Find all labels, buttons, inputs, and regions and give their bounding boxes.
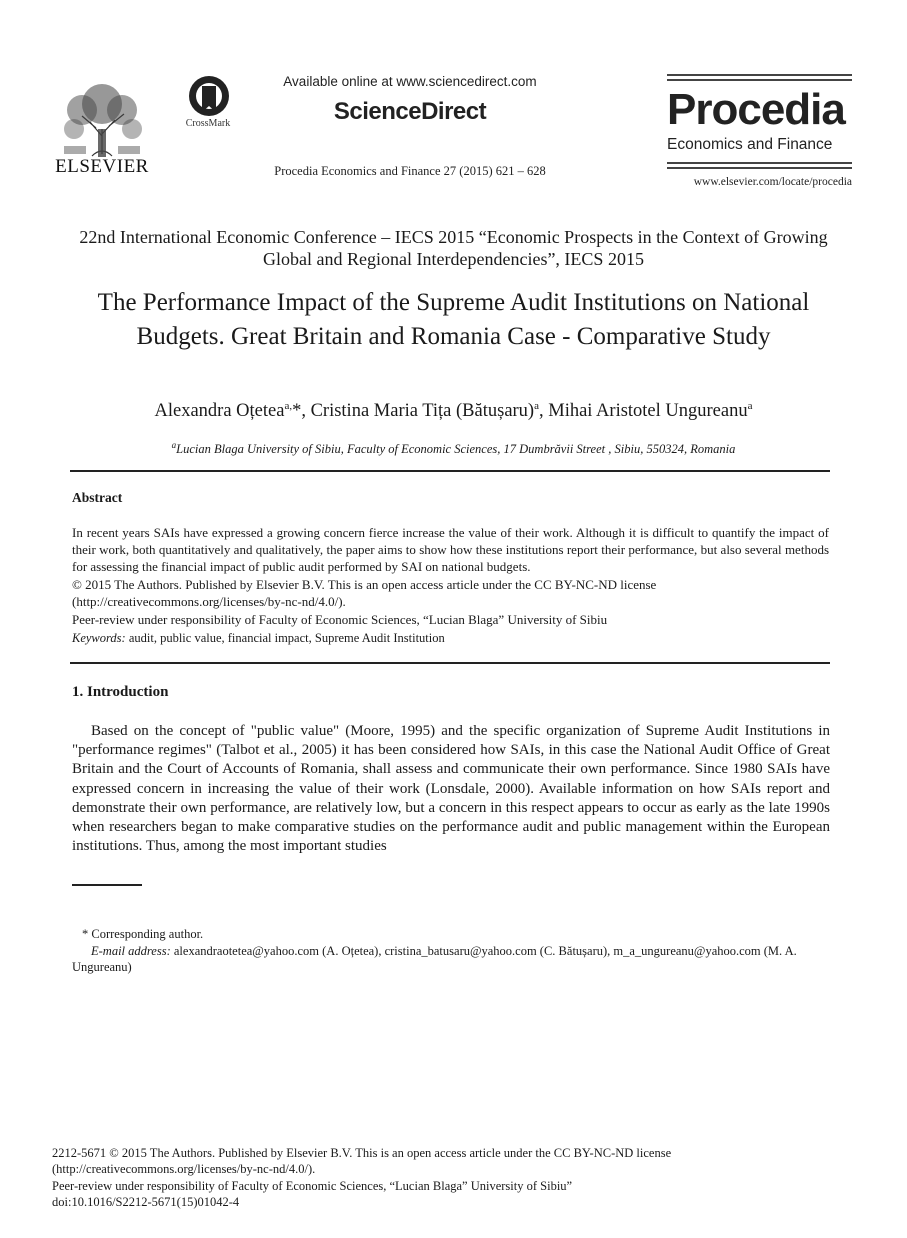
author-affiliation-mark: a, — [284, 400, 293, 412]
email-addresses[interactable]: alexandraotetea@yahoo.com (A. Oțetea), cristina_batusaru@yahoo.com (C. Bătușaru), m_a_ungureanu@yahoo.com (M. A. Ungureanu) — [72, 943, 797, 974]
journal-url-link[interactable]: www.elsevier.com/locate/procedia — [693, 176, 852, 188]
sciencedirect-wordmark[interactable]: ScienceDirect — [333, 98, 487, 125]
author-name: Alexandra Oțetea — [154, 401, 285, 422]
author-affiliation-mark: a — [534, 400, 539, 412]
issn-license-text: 2212-5671 © 2015 The Authors. Published by Elsevier B.V. This is an open access article under the CC BY-NC-ND license — [52, 1146, 672, 1160]
author-name: Cristina Maria Tița (Bătușaru) — [310, 401, 535, 422]
abstract-top-rule — [70, 470, 830, 472]
crossmark-label: CrossMark — [185, 118, 231, 129]
doi-link[interactable]: doi:10.1016/S2212-5671(15)01042-4 — [52, 1194, 240, 1209]
author-affiliation-mark: a — [747, 400, 753, 412]
affiliation-mark: a — [171, 440, 177, 450]
journal-citation: Procedia Economics and Finance 27 (2015) 621 – 628 — [274, 164, 546, 178]
corresponding-author-mark[interactable]: * — [292, 401, 302, 422]
keywords-label: Keywords: — [72, 631, 126, 645]
corresponding-author-note: * Corresponding author. — [82, 927, 204, 941]
affiliation-text: Lucian Blaga University of Sibiu, Faculty of Economic Sciences, 17 Dumbrăvii Street , Sibiu, 550324, Romania — [176, 442, 736, 457]
abstract-body: In recent years SAIs have expressed a growing concern fierce increase the value of their work. Although it is difficult to quantify the impact of their work, both quantitatively and qualitatively, the paper aims to show how these institutions report their performance, but also several methods for assessing the financial impact of public audit performed by SAI on national budgets. — [72, 525, 829, 575]
license-link[interactable]: (http://creativecommons.org/licenses/by-nc-nd/4.0/). — [72, 594, 346, 610]
procedia-rule-bottom-1 — [667, 162, 852, 164]
introduction-body — [72, 722, 830, 856]
paper-title: The Performance Impact of the Supreme Audit Institutions on National Budgets. Great Britain and Romania Case - Comparative Study — [97, 289, 810, 350]
copyright-text: © 2015 The Authors. Published by Elsevier B.V. This is an open access article under the CC BY-NC-ND license — [72, 577, 657, 592]
email-label: E-mail address: — [91, 943, 171, 958]
footnote-rule — [72, 884, 142, 886]
conference-name: 22nd International Economic Conference – IECS 2015 “Economic Prospects in the Context of Growing Global and Regional Interdependencies”, IECS 2015 — [79, 227, 828, 269]
keywords-line — [72, 631, 829, 646]
keywords-list: audit, public value, financial impact, Supreme Audit Institution — [128, 631, 445, 645]
procedia-rule-bottom-2 — [667, 167, 852, 169]
journal-subtitle: Economics and Finance — [667, 136, 833, 153]
footer-license-link[interactable]: (http://creativecommons.org/licenses/by-nc-nd/4.0/). — [52, 1162, 316, 1177]
procedia-rule-top-2 — [667, 79, 852, 81]
procedia-rule-top-1 — [667, 74, 852, 76]
email-note — [72, 943, 829, 976]
footer-peer-review: Peer-review under responsibility of Faculty of Economic Sciences, “Lucian Blaga” University of Sibiu” — [52, 1178, 573, 1193]
publisher-name: ELSEVIER — [55, 156, 149, 177]
section-heading-introduction: 1. Introduction — [72, 684, 169, 700]
copyright-notice — [72, 576, 829, 610]
journal-brand: Procedia — [667, 85, 845, 134]
author-name: Mihai Aristotel Ungureanu — [548, 401, 748, 422]
author-list: Alexandra Oțetea$^{a,}$*, Cristina Maria Tița (Bătușaru)$^a$, Mihai Aristotel Ungureanu$^a$ — [154, 400, 753, 422]
available-online-text: Available online at www.sciencedirect.com — [283, 74, 537, 89]
peer-review-notice: Peer-review under responsibility of Faculty of Economic Sciences, “Lucian Blaga” University of Sibiu — [72, 612, 608, 627]
introduction-paragraph: Based on the concept of "public value" (Moore, 1995) and the specific organization of Supreme Audit Institutions in "performance regimes" (Talbot et al., 2005) it has been considered how SAIs, in this case the National Audit Office of Great Britain and the Court of Accounts of Romania, shall assess and communicate their own performance. Since 1980 SAIs have expressed concern in increasing the value of their work (Lonsdale, 2000). Available information on how SAIs report and demonstrate their own performance, are relatively low, but a concern in this respect appears to occur as early as the late 1990s when researchers began to make comparative studies on the performance audit and public management within the European institutions. Thus, among the most important studies — [72, 723, 830, 855]
author-affiliation — [60, 440, 847, 457]
abstract-heading: Abstract — [72, 490, 123, 505]
abstract-bottom-rule — [70, 662, 830, 664]
article-info-footer — [52, 1145, 812, 1210]
footnote — [72, 926, 829, 976]
